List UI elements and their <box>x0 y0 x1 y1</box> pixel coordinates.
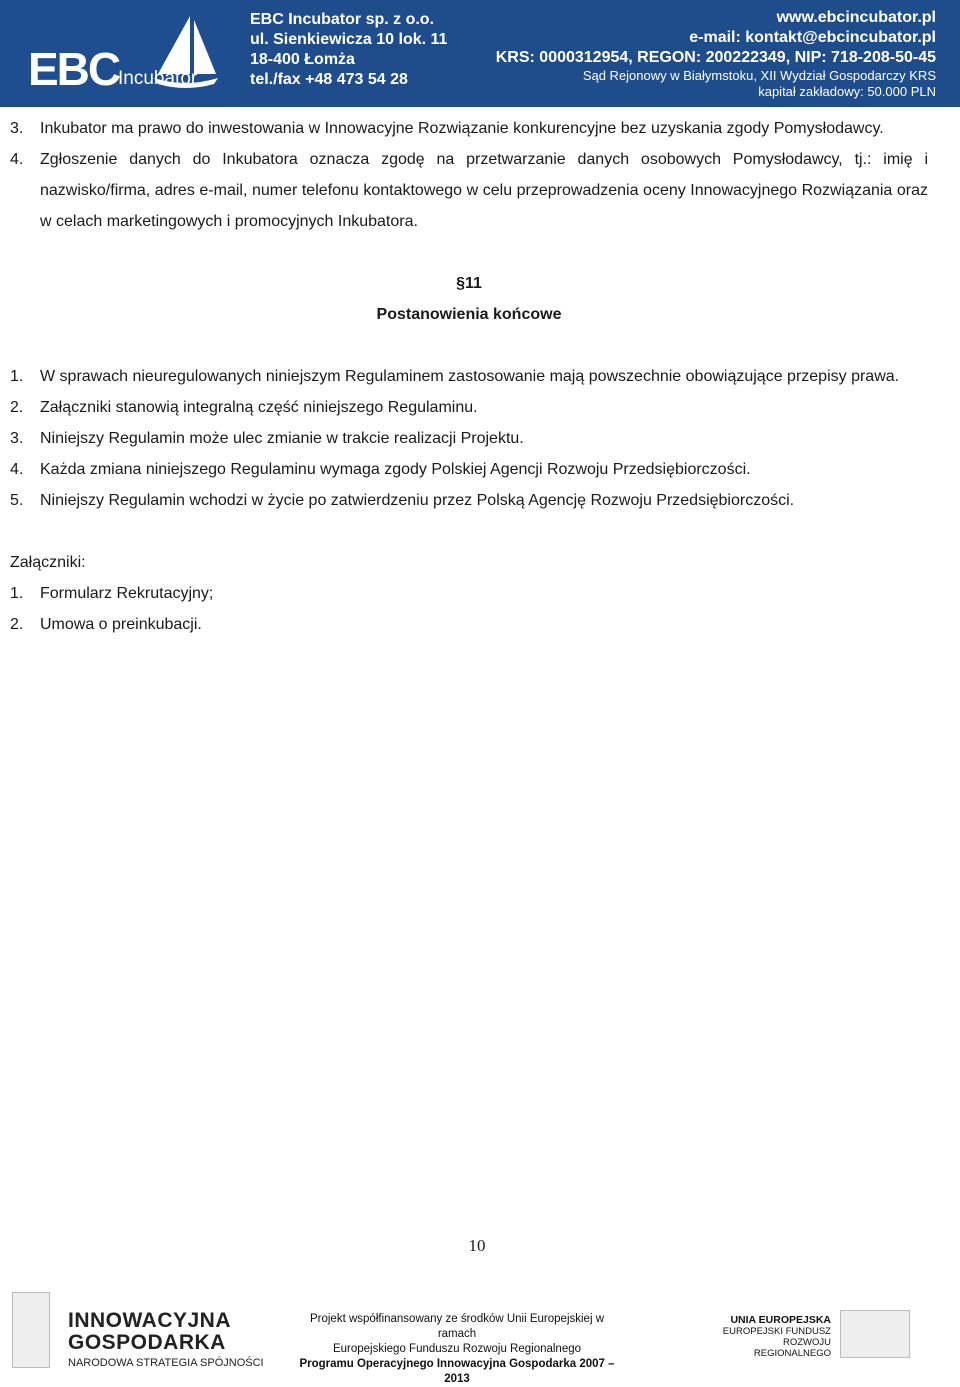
cofinancing-line-1: Projekt współfinansowany ze środków Unii Europejskiej w ramach <box>309 1313 605 1340</box>
company-website: www.ebcincubator.pl <box>776 9 936 26</box>
company-street: ul. Sienkiewicza 10 lok. 11 <box>250 31 448 48</box>
company-court: Sąd Rejonowy w Białymstoku, XII Wydział Gospodarczy KRS <box>582 68 936 83</box>
company-registry: KRS: 0000312954, REGON: 200222349, NIP: 718-208-50-45 <box>495 49 936 66</box>
header-divider <box>0 104 960 107</box>
logo-text: EBC <box>28 43 120 95</box>
cofinancing-line-3: Programu Operacyjnego Innowacyjna Gospodarka 2007 – 2013 <box>299 1358 615 1385</box>
list-item-text: Niniejszy Regulamin może ulec zmianie w trakcie realizacji Projektu. <box>40 430 524 447</box>
list-item-number: 3. <box>10 120 24 137</box>
eu-line-1: UNIA EUROPEJSKA <box>730 1314 831 1326</box>
cofinancing-statement <box>292 1312 622 1387</box>
list-item-text: Każda zmiana niniejszego Regulaminu wymaga zgody Polskiej Agencji Rozwoju Przedsiębiorczości. <box>40 461 751 478</box>
list-item <box>10 392 928 423</box>
list-item-number: 1. <box>10 368 24 385</box>
company-city: 18-400 Łomża <box>250 51 355 68</box>
eu-line-3: ROZWOJU REGIONALNEGO <box>753 1337 831 1359</box>
attachments-label: Załączniki: <box>10 554 86 571</box>
document-body <box>10 113 928 640</box>
logo-subtext: Incubator <box>118 68 198 89</box>
company-name: EBC Incubator sp. z o.o. <box>250 11 435 28</box>
list-item <box>10 361 928 392</box>
list-item-text: Zgłoszenie danych do Inkubatora oznacza zgodę na przetwarzanie danych osobowych Pomysłodawcy, tj.: imię i nazwisko/firma, adres e-mail, numer telefonu kontaktowego w celu przeprowadzenia oceny Innowacyjnego Rozwiązania oraz w celach marketingowych i promocyjnych Inkubatora. <box>40 151 928 230</box>
company-email: e-mail: kontakt@ebcincubator.pl <box>689 29 936 46</box>
company-registry-block <box>496 8 936 100</box>
list-item-number: 2. <box>10 399 24 416</box>
brand-line-2: GOSPODARKA <box>68 1331 226 1354</box>
list-item <box>10 423 928 454</box>
attachment-number: 2. <box>10 616 24 633</box>
list-item <box>10 113 928 144</box>
letterhead-header <box>0 0 960 104</box>
company-capital: kapitał zakładowy: 50.000 PLN <box>758 84 936 99</box>
eu-flag-icon <box>840 1310 910 1358</box>
section-title: Postanowienia końcowe <box>376 306 562 323</box>
eu-fund-label <box>720 1315 831 1359</box>
section-number: §11 <box>456 275 482 292</box>
list-item-number: 5. <box>10 492 24 509</box>
innowacyjna-gospodarka-logo <box>68 1310 264 1370</box>
list-item-text: Niniejszy Regulamin wchodzi w życie po zatwierdzeniu przez Polską Agencję Rozwoju Przedsiębiorczości. <box>40 492 795 509</box>
attachment-item <box>10 609 928 640</box>
page-number: 10 <box>468 1236 486 1255</box>
attachment-item <box>10 578 928 609</box>
company-phone: tel./fax +48 473 54 28 <box>250 71 408 88</box>
list-item-text: Inkubator ma prawo do inwestowania w Innowacyjne Rozwiązanie konkurencyjne bez uzyskania zgody Pomysłodawcy. <box>40 120 884 137</box>
brand-line-3: NARODOWA STRATEGIA SPÓJNOŚCI <box>68 1357 264 1369</box>
list-item <box>10 454 928 485</box>
attachment-text: Umowa o preinkubacji. <box>40 616 202 633</box>
list-item-text: Załączniki stanowią integralną część niniejszego Regulaminu. <box>40 399 478 416</box>
eu-line-2: EUROPEJSKI FUNDUSZ <box>722 1326 831 1337</box>
list-item <box>10 485 928 516</box>
list-item-number: 4. <box>10 151 24 168</box>
company-address-block <box>250 10 447 90</box>
list-item-text: W sprawach nieuregulowanych niniejszym Regulaminem zastosowanie mają powszechnie obowiązujące przepisy prawa. <box>40 368 900 385</box>
brand-line-1: INNOWACYJNA <box>68 1309 232 1332</box>
attachment-number: 1. <box>10 585 24 602</box>
list-item <box>10 144 928 237</box>
innowacyjna-gospodarka-logo-image <box>12 1292 50 1368</box>
cofinancing-line-2: Europejskiego Funduszu Rozwoju Regionalnego <box>332 1343 582 1355</box>
list-item-number: 4. <box>10 461 24 478</box>
list-item-number: 3. <box>10 430 24 447</box>
ebc-incubator-logo <box>0 0 237 104</box>
attachment-text: Formularz Rekrutacyjny; <box>40 585 214 602</box>
